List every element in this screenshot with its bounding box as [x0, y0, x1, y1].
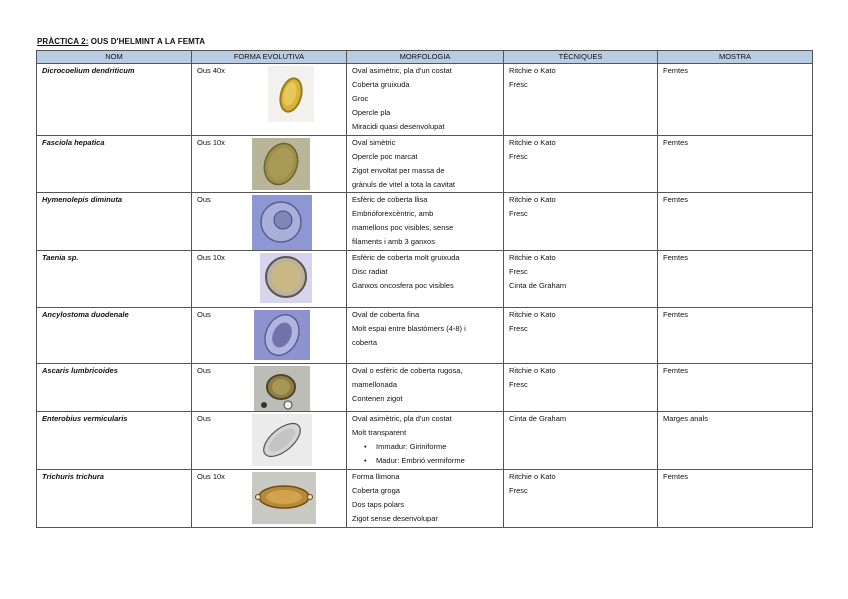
- header-mostra: MOSTRA: [658, 51, 813, 64]
- cell-morfologia: Oval asimètric, pla d'un costat Coberta gruixuda Groc Opercle pla Miracidi quasi desenvolupat: [347, 64, 504, 136]
- cell-nom: Dicrocoelium dendriticum: [37, 64, 192, 136]
- egg-ascaris-icon: [254, 366, 310, 411]
- table-row: [37, 412, 813, 470]
- header-nom: NOM: [37, 51, 192, 64]
- cell-mostra: Femtes: [658, 364, 813, 412]
- cell-nom: Ancylostoma duodenale: [37, 308, 192, 364]
- cell-mostra: Femtes: [658, 193, 813, 251]
- cell-forma: Ous 10x: [192, 251, 347, 308]
- header-row: [37, 51, 813, 64]
- cell-morfologia: Oval o esfèric de coberta rugosa, mamellonada Contenen zigot: [347, 364, 504, 412]
- cell-nom: Fasciola hepatica: [37, 136, 192, 193]
- cell-forma: Ous: [192, 193, 347, 251]
- egg-trichuris-icon: [252, 472, 316, 524]
- header-morfologia: MORFOLOGIA: [347, 51, 504, 64]
- cell-forma: Ous: [192, 364, 347, 412]
- cell-morfologia: Esfèric de coberta molt gruixuda Disc radiat Ganxos oncosfera poc visibles: [347, 251, 504, 308]
- cell-tecniques: Ritchie o Kato Fresc: [504, 364, 658, 412]
- table-row: [37, 193, 813, 251]
- cell-nom: Taenia sp.: [37, 251, 192, 308]
- cell-mostra: Femtes: [658, 470, 813, 528]
- cell-morfologia: Oval asimètric, pla d'un costat Molt transparent • Immadur: Giriniforme • Madur: Embrió vermiforme: [347, 412, 504, 470]
- page-title: PRÀCTICA 2: OUS D'HELMINT A LA FEMTA: [37, 37, 206, 46]
- cell-tecniques: Ritchie o Kato Fresc: [504, 308, 658, 364]
- table-row: [37, 64, 813, 136]
- cell-forma: Ous: [192, 412, 347, 470]
- cell-forma: Ous 10x: [192, 470, 347, 528]
- header-tecniques: TÈCNIQUES: [504, 51, 658, 64]
- cell-forma: Ous 40x: [192, 64, 347, 136]
- cell-tecniques: Ritchie o Kato Fresc Cinta de Graham: [504, 251, 658, 308]
- table-row: [37, 136, 813, 193]
- cell-nom: Enterobius vermicularis: [37, 412, 192, 470]
- egg-ancylostoma-icon: [254, 310, 310, 360]
- egg-enterobius-icon: [252, 414, 312, 466]
- table-row: [37, 364, 813, 412]
- cell-mostra: Femtes: [658, 136, 813, 193]
- cell-tecniques: Ritchie o Kato Fresc: [504, 193, 658, 251]
- cell-mostra: Marges anals: [658, 412, 813, 470]
- table-row: [37, 251, 813, 308]
- egg-hymenolepis-icon: [252, 195, 312, 250]
- cell-mostra: Femtes: [658, 308, 813, 364]
- cell-morfologia: Oval de coberta fina Molt espai entre blastòmers (4-8) i coberta: [347, 308, 504, 364]
- egg-taenia-icon: [260, 253, 312, 303]
- header-forma: FORMA EVOLUTIVA: [192, 51, 347, 64]
- egg-dicrocoelium-icon: [268, 66, 314, 122]
- table-row: [37, 470, 813, 528]
- egg-fasciola-icon: [252, 138, 310, 190]
- cell-nom: Trichuris trichura: [37, 470, 192, 528]
- morfologia-bullet-list: [352, 440, 503, 468]
- cell-morfologia: Forma llimona Coberta groga Dos taps polars Zigot sense desenvolupar: [347, 470, 504, 528]
- cell-tecniques: Ritchie o Kato Fresc: [504, 470, 658, 528]
- list-item: • Immadur: Giriniforme: [364, 440, 503, 454]
- cell-morfologia: Oval simètric Opercle poc marcat Zigot envoltat per massa de grànuls de vitel a tota la cavitat: [347, 136, 504, 193]
- cell-forma: Ous: [192, 308, 347, 364]
- cell-morfologia: Esfèric de coberta llisa Embrióforexcèntric, amb mamellons poc visibles, sense filaments i amb 3 ganxos: [347, 193, 504, 251]
- list-item: • Madur: Embrió vermiforme: [364, 454, 503, 468]
- cell-nom: Ascaris lumbricoides: [37, 364, 192, 412]
- cell-forma: Ous 10x: [192, 136, 347, 193]
- cell-tecniques: Ritchie o Kato Fresc: [504, 64, 658, 136]
- cell-tecniques: Cinta de Graham: [504, 412, 658, 470]
- cell-tecniques: Ritchie o Kato Fresc: [504, 136, 658, 193]
- cell-mostra: Femtes: [658, 251, 813, 308]
- helminth-eggs-table: [36, 50, 813, 528]
- cell-nom: Hymenolepis diminuta: [37, 193, 192, 251]
- cell-mostra: Femtes: [658, 64, 813, 136]
- table-row: [37, 308, 813, 364]
